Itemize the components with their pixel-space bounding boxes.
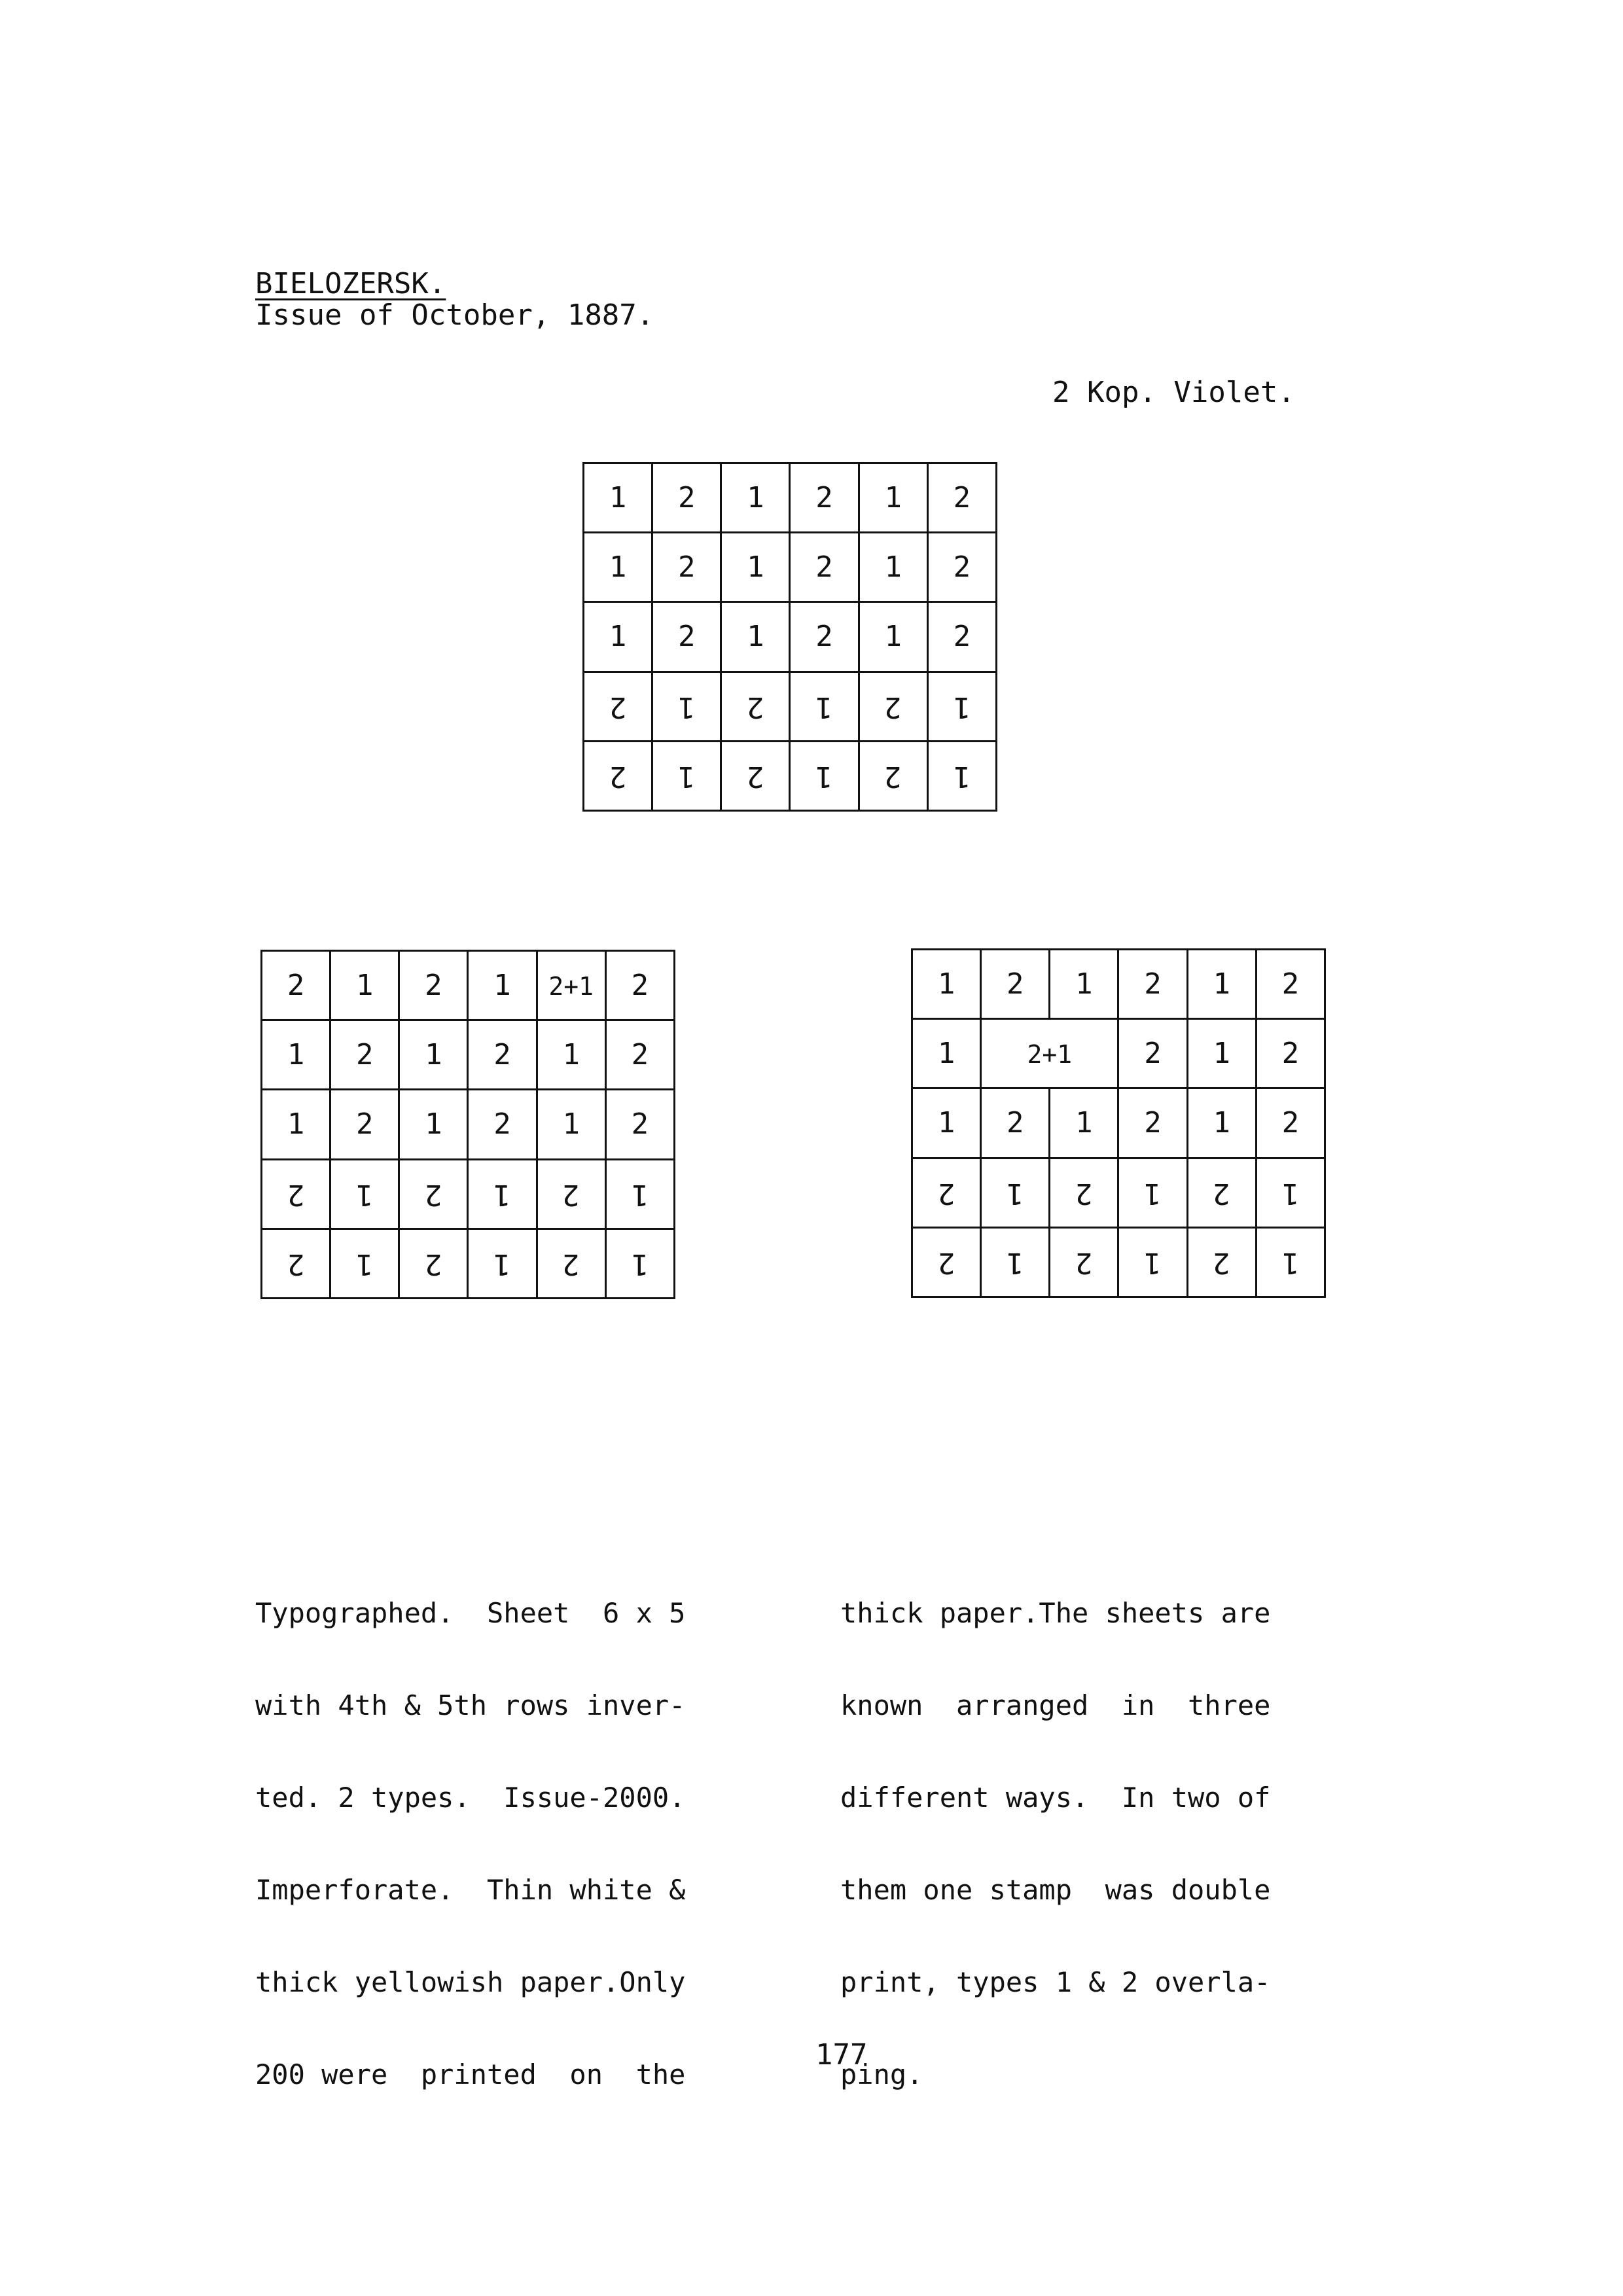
stamp-type-label: 1	[953, 759, 971, 793]
sheet-row	[912, 1088, 1325, 1158]
stamp-type-label: 1	[493, 1177, 511, 1211]
stamp-type-label: 1	[631, 1177, 649, 1211]
stamp-type-label: 2	[355, 1107, 374, 1141]
stamp-cell	[1118, 950, 1187, 1019]
stamp-type-label: 2	[747, 759, 764, 793]
stamp-cell	[790, 672, 859, 741]
stamp-cell	[1118, 1019, 1187, 1088]
stamp-cell	[859, 672, 927, 741]
stamp-cell	[468, 951, 537, 1020]
stamp-type-label: 2	[1281, 1037, 1300, 1071]
stamp-cell	[912, 1158, 981, 1227]
stamp-cell	[262, 1159, 330, 1229]
stamp-type-label: 2	[287, 1247, 305, 1281]
stamp-type-label: 2+1	[548, 972, 594, 1001]
stamp-type-label: 2	[287, 969, 305, 1003]
stamp-cell	[262, 1020, 330, 1090]
stamp-type-label: 2	[677, 481, 696, 515]
stamp-cell	[1050, 1227, 1118, 1297]
stamp-type-label: 2	[1144, 967, 1162, 1001]
stamp-cell	[927, 672, 996, 741]
stamp-type-label: 2+1	[1027, 1040, 1073, 1069]
stamp-cell	[399, 1090, 468, 1159]
stamp-type-label: 1	[355, 1247, 374, 1281]
stamp-type-label: 2	[1281, 967, 1300, 1001]
stamp-cell	[330, 1229, 399, 1298]
stamp-cell	[859, 533, 927, 602]
text-line: 200 were printed on the	[255, 2058, 686, 2090]
stamp-value: 2 Kop. Violet.	[1052, 376, 1295, 409]
stamp-cell	[859, 602, 927, 672]
sheet-layout-c	[911, 948, 1326, 1298]
stamp-type-label: 1	[747, 481, 764, 515]
stamp-type-label: 2	[677, 620, 696, 654]
sheet-row	[262, 1229, 675, 1298]
stamp-cell	[330, 1159, 399, 1229]
stamp-type-label: 2	[1006, 1106, 1024, 1140]
stamp-cell	[981, 1158, 1050, 1227]
stamp-type-label: 1	[937, 1106, 955, 1140]
stamp-type-label: 2	[562, 1177, 580, 1211]
stamp-type-label: 2	[953, 620, 971, 654]
stamp-cell	[262, 951, 330, 1020]
text-line: Imperforate. Thin white &	[255, 1874, 686, 1906]
stamp-type-label: 2	[631, 1107, 649, 1141]
stamp-cell	[1118, 1088, 1187, 1158]
stamp-cell	[912, 1019, 981, 1088]
stamp-type-label: 2	[1281, 1106, 1300, 1140]
stamp-type-label: 2	[562, 1247, 580, 1281]
stamp-cell	[1050, 950, 1118, 1019]
text-line: ping.	[840, 2058, 923, 2090]
stamp-cell	[1187, 1019, 1256, 1088]
page-title: BIELOZERSK.	[255, 267, 446, 300]
stamp-type-label: 1	[884, 620, 902, 654]
stamp-cell	[1187, 950, 1256, 1019]
text-line: different ways. In two of	[840, 1782, 1271, 1814]
stamp-cell	[537, 951, 605, 1020]
stamp-cell	[537, 1020, 605, 1090]
stamp-type-label: 1	[631, 1247, 649, 1281]
stamp-cell	[1118, 1158, 1187, 1227]
stamp-type-label: 2	[1144, 1037, 1162, 1071]
stamp-cell	[1050, 1088, 1118, 1158]
stamp-type-label: 1	[1213, 967, 1230, 1001]
stamp-type-label: 2	[355, 1038, 374, 1072]
stamp-type-label: 2	[425, 1177, 442, 1211]
sheet-row	[584, 602, 997, 672]
stamp-type-label: 2	[493, 1107, 511, 1141]
stamp-cell	[1256, 950, 1325, 1019]
stamp-type-label: 1	[1213, 1037, 1230, 1071]
stamp-cell	[790, 741, 859, 810]
stamp-type-label: 1	[1281, 1246, 1300, 1280]
stamp-type-label: 1	[1006, 1176, 1024, 1210]
sheet-row	[912, 1227, 1325, 1297]
stamp-type-label: 1	[815, 759, 833, 793]
stamp-type-label: 1	[677, 759, 696, 793]
stamp-type-label: 2	[1006, 967, 1024, 1001]
stamp-type-label: 1	[1144, 1176, 1162, 1210]
sheet-row	[912, 1019, 1325, 1088]
issue-date: Issue of October, 1887.	[255, 298, 654, 332]
stamp-type-label: 1	[1006, 1246, 1024, 1280]
stamp-cell	[584, 672, 652, 741]
stamp-type-label: 1	[815, 690, 833, 724]
stamp-type-label: 2	[937, 1246, 955, 1280]
stamp-cell	[981, 1227, 1050, 1297]
stamp-type-label: 1	[937, 967, 955, 1001]
stamp-cell	[721, 741, 790, 810]
stamp-type-label: 2	[747, 690, 764, 724]
text-line: Typographed. Sheet 6 x 5	[255, 1597, 686, 1629]
stamp-cell	[652, 741, 721, 810]
stamp-type-label: 2	[493, 1038, 511, 1072]
stamp-cell	[584, 741, 652, 810]
stamp-cell	[1050, 1158, 1118, 1227]
stamp-cell	[1256, 1158, 1325, 1227]
sheet-layout-b	[260, 950, 675, 1299]
sheet-row	[584, 463, 997, 533]
stamp-cell	[584, 533, 652, 602]
stamp-cell	[721, 672, 790, 741]
stamp-type-label: 1	[287, 1038, 305, 1072]
sheet-row	[262, 1159, 675, 1229]
stamp-cell	[605, 1229, 674, 1298]
stamp-cell	[399, 1020, 468, 1090]
stamp-type-label: 1	[677, 690, 696, 724]
stamp-cell	[330, 1090, 399, 1159]
stamp-type-label: 2	[884, 690, 902, 724]
stamp-type-label: 1	[425, 1038, 442, 1072]
stamp-cell	[605, 1090, 674, 1159]
stamp-type-label: 1	[1075, 1106, 1093, 1140]
text-line: with 4th & 5th rows inver-	[255, 1689, 686, 1721]
sheet-row	[262, 951, 675, 1020]
stamp-type-label: 1	[1075, 967, 1093, 1001]
stamp-cell	[927, 741, 996, 810]
stamp-type-label: 2	[815, 550, 833, 584]
stamp-cell	[1187, 1088, 1256, 1158]
stamp-cell	[1256, 1019, 1325, 1088]
text-line: print, types 1 & 2 overla-	[840, 1966, 1271, 1998]
stamp-type-label: 1	[1213, 1106, 1230, 1140]
stamp-cell	[790, 602, 859, 672]
stamp-cell	[859, 741, 927, 810]
sheet-row	[584, 533, 997, 602]
stamp-cell	[1187, 1158, 1256, 1227]
stamp-cell	[790, 533, 859, 602]
description-right-column	[840, 1536, 1270, 2121]
stamp-cell	[468, 1020, 537, 1090]
stamp-cell	[584, 463, 652, 533]
sheet-row	[584, 741, 997, 810]
stamp-cell	[721, 602, 790, 672]
stamp-type-label: 2	[937, 1176, 955, 1210]
stamp-type-label: 1	[287, 1107, 305, 1141]
stamp-type-label: 1	[1144, 1246, 1162, 1280]
stamp-cell	[912, 1227, 981, 1297]
stamp-cell	[981, 950, 1050, 1019]
sheet-row	[262, 1020, 675, 1090]
text-line: known arranged in three	[840, 1689, 1271, 1721]
stamp-type-label: 2	[815, 620, 833, 654]
sheet-layout-a	[582, 462, 997, 812]
stamp-cell	[399, 1229, 468, 1298]
stamp-cell	[330, 1020, 399, 1090]
stamp-type-label: 2	[425, 969, 442, 1003]
stamp-cell	[912, 950, 981, 1019]
stamp-cell	[399, 1159, 468, 1229]
stamp-type-label: 1	[1281, 1176, 1300, 1210]
stamp-cell	[330, 951, 399, 1020]
stamp-type-label: 2	[631, 969, 649, 1003]
stamp-type-label: 2	[1075, 1176, 1093, 1210]
stamp-cell	[537, 1159, 605, 1229]
stamp-type-label: 2	[1144, 1106, 1162, 1140]
sheet-row	[912, 1158, 1325, 1227]
stamp-cell	[537, 1229, 605, 1298]
text-line: thick yellowish paper.Only	[255, 1966, 686, 1998]
stamp-type-label: 1	[562, 1038, 580, 1072]
stamp-type-label: 1	[747, 550, 764, 584]
stamp-cell	[1187, 1227, 1256, 1297]
stamp-type-label: 1	[953, 690, 971, 724]
text-line: them one stamp was double	[840, 1874, 1271, 1906]
stamp-type-label: 1	[937, 1037, 955, 1071]
stamp-cell	[1118, 1227, 1187, 1297]
stamp-type-label: 1	[884, 481, 902, 515]
stamp-cell	[927, 463, 996, 533]
stamp-cell	[1256, 1088, 1325, 1158]
stamp-type-label: 2	[953, 550, 971, 584]
sheet-row	[584, 672, 997, 741]
stamp-type-label: 1	[355, 969, 374, 1003]
stamp-cell	[584, 602, 652, 672]
stamp-type-label: 2	[609, 690, 627, 724]
stamp-type-label: 1	[562, 1107, 580, 1141]
stamp-type-label: 1	[884, 550, 902, 584]
stamp-cell	[721, 463, 790, 533]
stamp-type-label: 2	[1213, 1246, 1230, 1280]
stamp-type-label: 1	[609, 620, 627, 654]
description-left-column	[255, 1536, 685, 2121]
sheet-row	[912, 950, 1325, 1019]
stamp-cell	[399, 951, 468, 1020]
stamp-type-label: 2	[815, 481, 833, 515]
stamp-cell	[652, 602, 721, 672]
page-number: 177	[815, 2038, 868, 2072]
stamp-type-label: 2	[1075, 1246, 1093, 1280]
stamp-type-label: 1	[493, 969, 511, 1003]
stamp-cell	[652, 533, 721, 602]
stamp-type-label: 2	[425, 1247, 442, 1281]
stamp-cell	[605, 951, 674, 1020]
stamp-cell	[721, 533, 790, 602]
stamp-cell	[605, 1159, 674, 1229]
stamp-cell	[927, 602, 996, 672]
stamp-cell	[652, 463, 721, 533]
stamp-cell	[652, 672, 721, 741]
stamp-type-label: 1	[425, 1107, 442, 1141]
stamp-cell	[981, 1019, 1118, 1088]
stamp-type-label: 2	[953, 481, 971, 515]
stamp-cell	[468, 1090, 537, 1159]
stamp-cell	[927, 533, 996, 602]
stamp-type-label: 1	[355, 1177, 374, 1211]
stamp-cell	[262, 1229, 330, 1298]
stamp-type-label: 2	[677, 550, 696, 584]
stamp-type-label: 2	[609, 759, 627, 793]
stamp-cell	[605, 1020, 674, 1090]
stamp-type-label: 2	[1213, 1176, 1230, 1210]
stamp-cell	[468, 1159, 537, 1229]
stamp-cell	[859, 463, 927, 533]
stamp-cell	[912, 1088, 981, 1158]
stamp-cell	[981, 1088, 1050, 1158]
stamp-cell	[1256, 1227, 1325, 1297]
text-line: ted. 2 types. Issue-2000.	[255, 1782, 686, 1814]
stamp-type-label: 2	[631, 1038, 649, 1072]
stamp-cell	[468, 1229, 537, 1298]
stamp-type-label: 1	[493, 1247, 511, 1281]
stamp-type-label: 1	[609, 481, 627, 515]
text-line: thick paper.The sheets are	[840, 1597, 1271, 1629]
stamp-cell	[537, 1090, 605, 1159]
stamp-type-label: 2	[287, 1177, 305, 1211]
stamp-cell	[262, 1090, 330, 1159]
stamp-type-label: 1	[609, 550, 627, 584]
stamp-cell	[790, 463, 859, 533]
stamp-type-label: 1	[747, 620, 764, 654]
sheet-row	[262, 1090, 675, 1159]
stamp-type-label: 2	[884, 759, 902, 793]
